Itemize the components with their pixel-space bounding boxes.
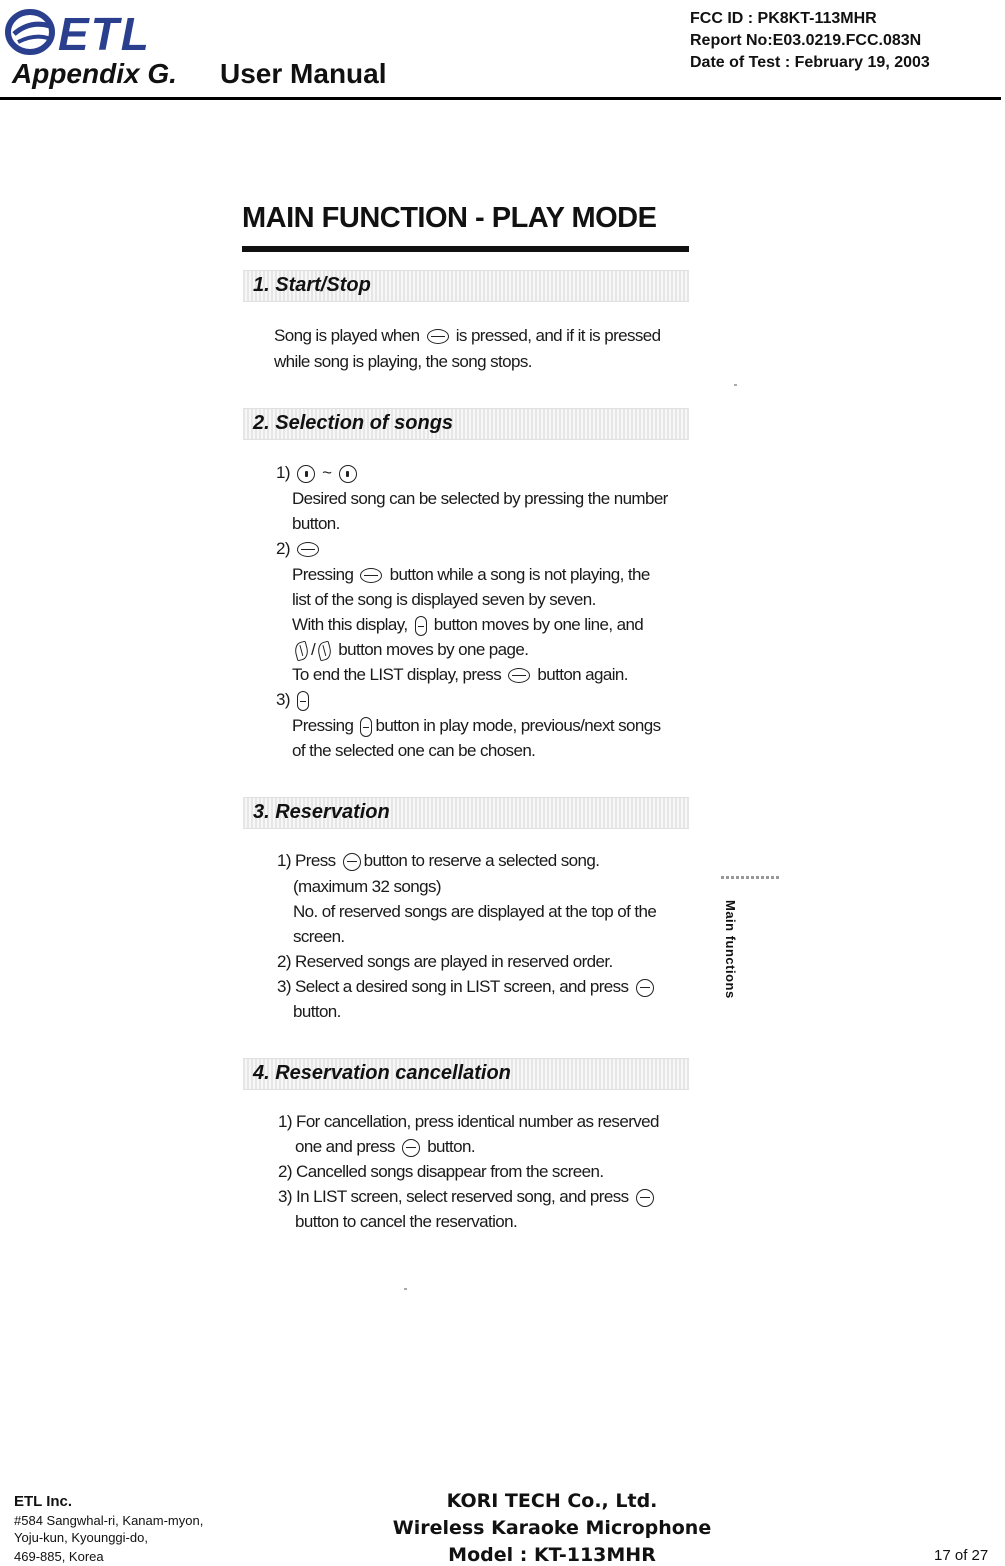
number-0-button-icon: [297, 465, 315, 483]
text-line: button.: [293, 1002, 341, 1021]
page-number: 17 of 27: [934, 1547, 989, 1564]
text-line: 3) In LIST screen, select reserved song, and press: [278, 1187, 657, 1207]
header-divider: [0, 97, 1001, 100]
text-line: Desired song can be selected by pressing the number: [292, 489, 668, 508]
section-heading-text: 3. Reservation: [253, 801, 390, 823]
text-line: / button moves by one page.: [292, 640, 528, 660]
manual-page-title: MAIN FUNCTION - PLAY MODE: [242, 202, 657, 234]
list-button-icon: [360, 568, 382, 583]
side-tab-label: Main functions: [723, 900, 738, 999]
fcc-id: FCC ID : PK8KT-113MHR: [690, 10, 877, 27]
footer-address-line: 469-885, Korea: [14, 1549, 104, 1564]
section-heading-text: 4. Reservation cancellation: [253, 1062, 511, 1084]
text-line: With this display, button moves by one line, and: [292, 615, 644, 634]
number-9-button-icon: [339, 465, 357, 483]
list-button-icon: [297, 542, 319, 557]
text-line: To end the LIST display, press button again.: [292, 665, 628, 684]
footer-address-line: #584 Sangwhal-ri, Kanam-myon,: [14, 1513, 204, 1528]
up-down-button-icon: [360, 717, 372, 737]
appendix-label: Appendix G.: [12, 58, 177, 89]
text-line: No. of reserved songs are displayed at the top of the: [293, 902, 657, 921]
page-up-button-icon: [293, 640, 310, 661]
cancel-button-icon: [402, 1139, 420, 1157]
footer-product-name: Wireless Karaoke Microphone: [392, 1517, 712, 1539]
section-heading-text: 2. Selection of songs: [253, 412, 454, 434]
text-line: button to cancel the reservation.: [295, 1212, 518, 1231]
text-line: one and press button.: [295, 1137, 475, 1156]
text-line: 1) ~: [276, 463, 360, 483]
text-line: screen.: [293, 927, 345, 946]
text-line: (maximum 32 songs): [293, 877, 441, 896]
up-down-button-icon: [297, 691, 309, 711]
text-line: 2) Cancelled songs disappear from the screen.: [278, 1162, 604, 1181]
section-heading-selection: [243, 408, 689, 440]
reserve-button-icon: [343, 853, 361, 871]
text-line: 1) Press button to reserve a selected song.: [277, 851, 600, 870]
text-line: while song is playing, the song stops.: [274, 352, 532, 371]
cancel-button-icon: [636, 1189, 654, 1207]
start-stop-button-icon: [427, 329, 449, 344]
etl-logo: [4, 4, 174, 60]
text-line: Pressing button in play mode, previous/next songs: [292, 716, 661, 735]
page-down-button-icon: [316, 640, 333, 661]
up-down-button-icon: [415, 616, 427, 636]
manual-label: User Manual: [220, 58, 387, 89]
footer-address-line: Yoju-kun, Kyounggi-do,: [14, 1530, 148, 1545]
report-info: [690, 8, 930, 74]
footer-client-name: KORI TECH Co., Ltd.: [446, 1490, 658, 1512]
text-line: Song is played when is pressed, and if it is pressed: [274, 326, 661, 345]
section-heading-text: 1. Start/Stop: [253, 274, 371, 296]
scan-speck: [734, 384, 737, 386]
text-line: 1) For cancellation, press identical number as reserved: [278, 1112, 659, 1131]
footer-company: ETL Inc.: [14, 1493, 73, 1510]
text-line: button.: [292, 514, 340, 533]
logo-swoosh-icon: [8, 12, 52, 52]
footer-model: Model : KT-113MHR: [448, 1544, 656, 1566]
reserve-button-icon: [636, 979, 654, 997]
text-line: 2) Reserved songs are played in reserved order.: [277, 952, 613, 971]
section-heading-start-stop: [243, 270, 689, 302]
side-tab-mark: [721, 876, 781, 879]
text-line: of the selected one can be chosen.: [292, 741, 536, 760]
text-line: 3): [276, 690, 312, 711]
section-heading-reservation: [243, 797, 689, 829]
text-line: Pressing button while a song is not playing, the: [292, 565, 650, 584]
text-line: 3) Select a desired song in LIST screen, and press: [277, 977, 657, 997]
list-button-icon: [508, 668, 530, 683]
text-line: list of the song is displayed seven by seven.: [292, 590, 596, 609]
logo-text: ETL: [58, 8, 151, 60]
test-date: Date of Test : February 19, 2003: [690, 54, 930, 71]
text-line: 2): [276, 539, 322, 559]
section-heading-reservation-cancellation: [243, 1058, 689, 1090]
title-underline: [242, 246, 689, 252]
report-number: Report No:E03.0219.FCC.083N: [690, 32, 922, 49]
scan-speck: [404, 1288, 407, 1290]
